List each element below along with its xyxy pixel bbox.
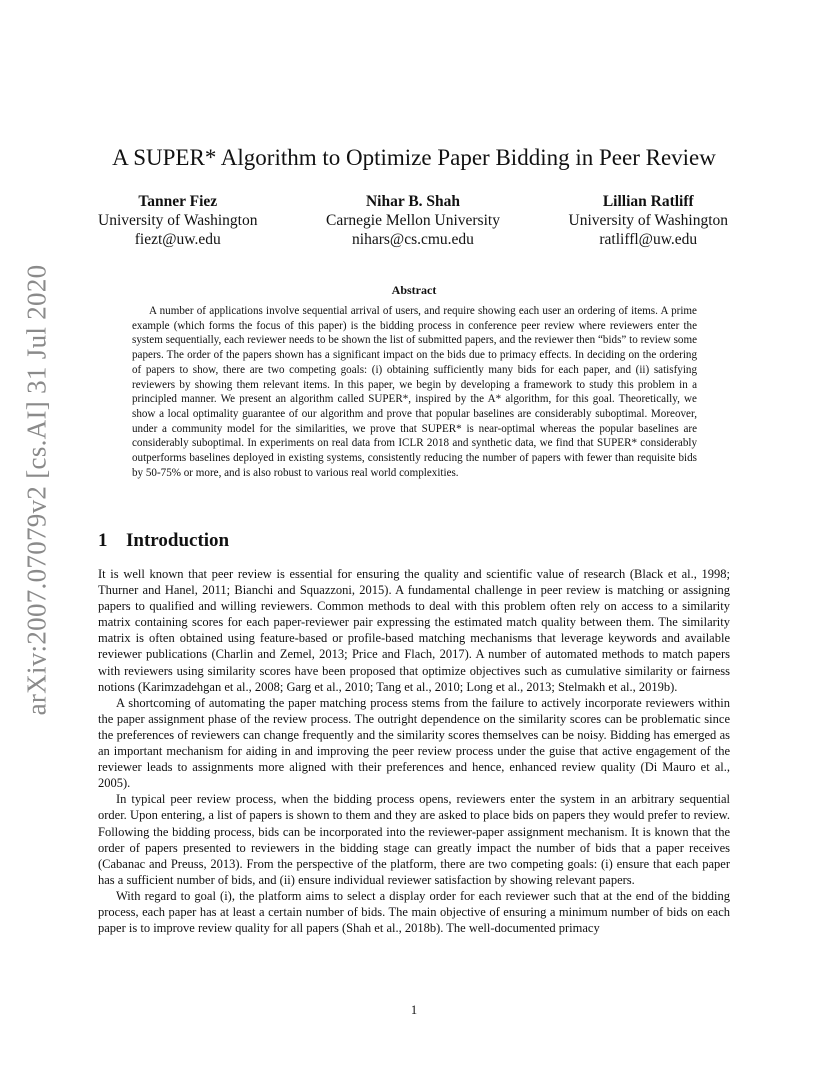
author-email: fiezt@uw.edu — [134, 231, 221, 248]
author-block — [326, 192, 500, 249]
abstract-heading: Abstract — [391, 283, 437, 297]
author-affiliation: Carnegie Mellon University — [326, 212, 500, 229]
section-title: Introduction — [126, 530, 230, 551]
author-affiliation: University of Washington — [568, 212, 728, 229]
body-paragraph: It is well known that peer review is essential for ensuring the quality and scientific value of research (Black et al., 1998; Thurner and Hanel, 2011; Bianchi and Squazzoni, 2015). A fundamental challenge in peer review is matching or assigning papers to qualified and willing reviewers. Common methods to deal with this problem often rely on access to a similarity matrix containing scores for each paper-reviewer pair expressing the estimated match quality between them. The similarity matrix is often obtained using feature-based or profile-based matching mechanisms that leverage keywords and available reviewer publications (Charlin and Zemel, 2013; Price and Flach, 2017). A number of automated methods to match papers with reviewers using similarity scores have been proposed that optimize objectives such as cumulative similarity or fairness notions (Karimzadehgan et al., 2008; Garg et al., 2010; Tang et al., 2010; Long et al., 2013; Stelmakh et al., 2019b). — [98, 567, 730, 694]
author-email: nihars@cs.cmu.edu — [352, 231, 474, 248]
author-name: Tanner Fiez — [138, 193, 218, 210]
page-number: 1 — [410, 1003, 418, 1017]
paper-title: A SUPER* Algorithm to Optimize Paper Bidding in Peer Review — [112, 145, 716, 170]
section-heading — [98, 530, 229, 552]
body-paragraph: With regard to goal (i), the platform aims to select a display order for each reviewer such that at the end of the bidding process, each paper has at least a certain number of bids. The main objective of ensuring a minimum number of bids on each paper is to improve review quality for all papers (Shah et al., 2018b). The well-documented primacy — [98, 888, 730, 936]
author-affiliation: University of Washington — [98, 212, 258, 229]
author-name: Nihar B. Shah — [365, 193, 461, 210]
author-name: Lillian Ratliff — [602, 193, 694, 210]
body-paragraph: In typical peer review process, when the bidding process opens, reviewers enter the system in an arbitrary sequential order. Upon entering, a list of papers is shown to them and they are asked to place bids on papers they would prefer to review. Following the bidding process, bids can be incorporated into the reviewer-paper assignment mechanism. It is known that the order of papers presented to reviewers in the bidding stage can greatly impact the number of bids that a paper receives (Cabanac and Preuss, 2013). From the perspective of the platform, there are two competing goals: (i) ensure that each paper has a sufficient number of bids, and (ii) ensure individual reviewer satisfaction by showing relevant papers. — [98, 792, 730, 887]
author-email: ratliffl@uw.edu — [599, 231, 698, 248]
arxiv-identifier: arXiv:2007.07079v2 [cs.AI] 31 Jul 2020 — [21, 264, 52, 716]
section-number: 1 — [98, 530, 108, 551]
introduction-body — [98, 566, 730, 936]
arxiv-sidebar — [21, 264, 52, 716]
author-block — [569, 192, 728, 249]
abstract-text: A number of applications involve sequential arrival of users, and require showing each user an ordering of items. A prime example (which forms the focus of this paper) is the bidding process in conference peer review where reviewers enter the system sequentially, each reviewer needs to be shown the list of submitted papers, and the reviewer then “bids” to review some papers. The order of the papers shown has a significant impact on the bids due to primacy effects. In deciding on the ordering of papers to show, there are two competing goals: (i) obtaining sufficiently many bids for each paper, and (ii) satisfying reviewers by showing them relevant items. In this paper, we begin by developing a framework to study this problem in a principled manner. We present an algorithm called SUPER*, inspired by the A* algorithm, for this goal. Theoretically, we show a local optimality guarantee of our algorithm and prove that popular baselines are considerably suboptimal. Moreover, under a community model for the similarities, we prove that SUPER* is near-optimal whereas the popular baselines are considerably suboptimal. In experiments on real data from ICLR 2018 and synthetic data, we find that SUPER* considerably outperforms baselines deployed in existing systems, consistently reducing the number of papers with fewer than requisite bids by 50-75% or more, and is also robust to various real world complexities. — [132, 305, 697, 479]
body-paragraph: A shortcoming of automating the paper matching process stems from the failure to actively incorporate reviewers within the paper assignment phase of the review process. The outright dependence on the similarity scores can be problematic since the preferences of reviewers can change frequently and the similarity scores themselves can be noisy. Bidding has emerged as an important mechanism for aiding in and improving the peer review process under the guise that active engagement of the reviewer leads to assignments more aligned with their preferences and hence, enhanced review quality (Di Mauro et al., 2005). — [98, 695, 730, 791]
author-block — [98, 192, 257, 249]
author-list — [98, 192, 728, 249]
